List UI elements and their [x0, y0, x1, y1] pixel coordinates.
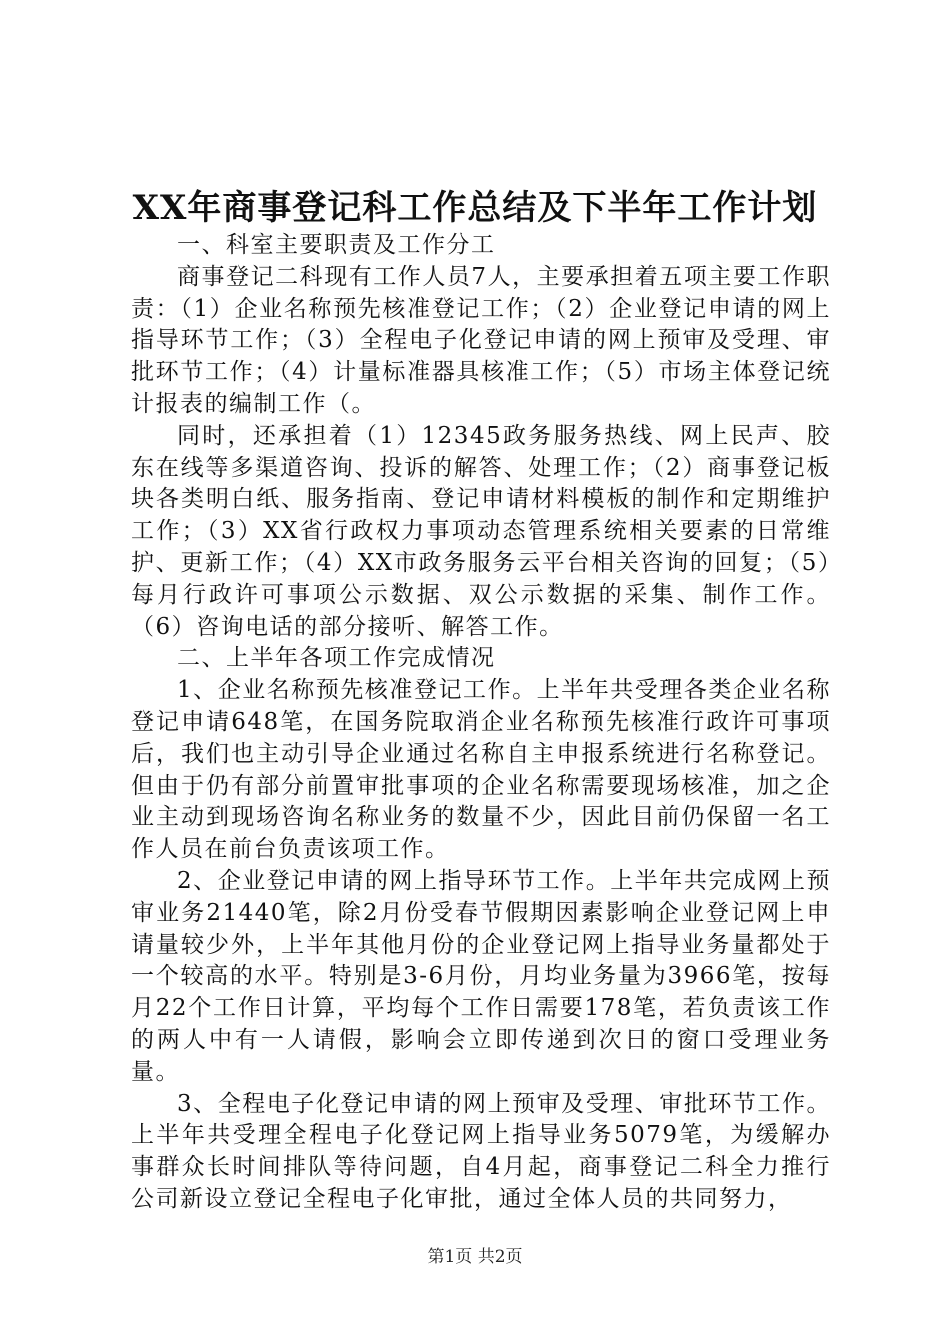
- paragraph-item-1: 1、企业名称预先核准登记工作。上半年共受理各类企业名称登记申请648笔，在国务院取消企业名称预先核准行政许可事项后，我们也主动引导企业通过名称自主申报系统进行名称登记。但由于仍有部分前置审批事项的企业名称需要现场核准，加之企业主动到现场咨询名称业务的数量不少，因此目前仍保留一名工作人员在前台负责该项工作。: [131, 677, 831, 863]
- paragraph-additional-duties: 同时，还承担着（1）12345政务服务热线、网上民声、胶东在线等多渠道咨询、投诉的解答、处理工作；（2）商事登记板块各类明白纸、服务指南、登记申请材料模板的制作和定期维护工作；（3）XX省行政权力事项动态管理系统相关要素的日常维护、更新工作；（4）XX市政务服务云平台相关咨询的回复；（5）每月行政许可事项公示数据、双公示数据的采集、制作工作。（6）咨询电话的部分接听、解答工作。: [131, 422, 831, 640]
- document-title: XX年商事登记科工作总结及下半年工作计划: [132, 188, 818, 228]
- page-number-footer: 第1页 共2页: [427, 1247, 523, 1267]
- paragraph-item-3: 3、全程电子化登记申请的网上预审及受理、审批环节工作。上半年共受理全程电子化登记网上指导业务5079笔，为缓解办事群众长时间排队等待问题，自4月起，商事登记二科全力推行公司新设立登记全程电子化审批，通过全体人员的共同努力，: [131, 1090, 831, 1212]
- paragraph-duties: 商事登记二科现有工作人员7人，主要承担着五项主要工作职责：（1）企业名称预先核准登记工作；（2）企业登记申请的网上指导环节工作；（3）全程电子化登记申请的网上预审及受理、审批环节工作；（4）计量标准器具核准工作；（5）市场主体登记统计报表的编制工作（。: [131, 263, 831, 417]
- paragraph-item-2: 2、企业登记申请的网上指导环节工作。上半年共完成网上预审业务21440笔，除2月份受春节假期因素影响企业登记网上申请量较少外，上半年其他月份的企业登记网上指导业务量都处于一个较高的水平。特别是3-6月份，月均业务量为3966笔，按每月22个工作日计算，平均每个工作日需要178笔，若负责该工作的两人中有一人请假，影响会立即传递到次日的窗口受理业务量。: [131, 867, 831, 1085]
- section-heading-progress: 二、上半年各项工作完成情况: [177, 645, 496, 672]
- section-heading-duties: 一、科室主要职责及工作分工: [177, 232, 496, 258]
- document-body: [131, 230, 831, 1216]
